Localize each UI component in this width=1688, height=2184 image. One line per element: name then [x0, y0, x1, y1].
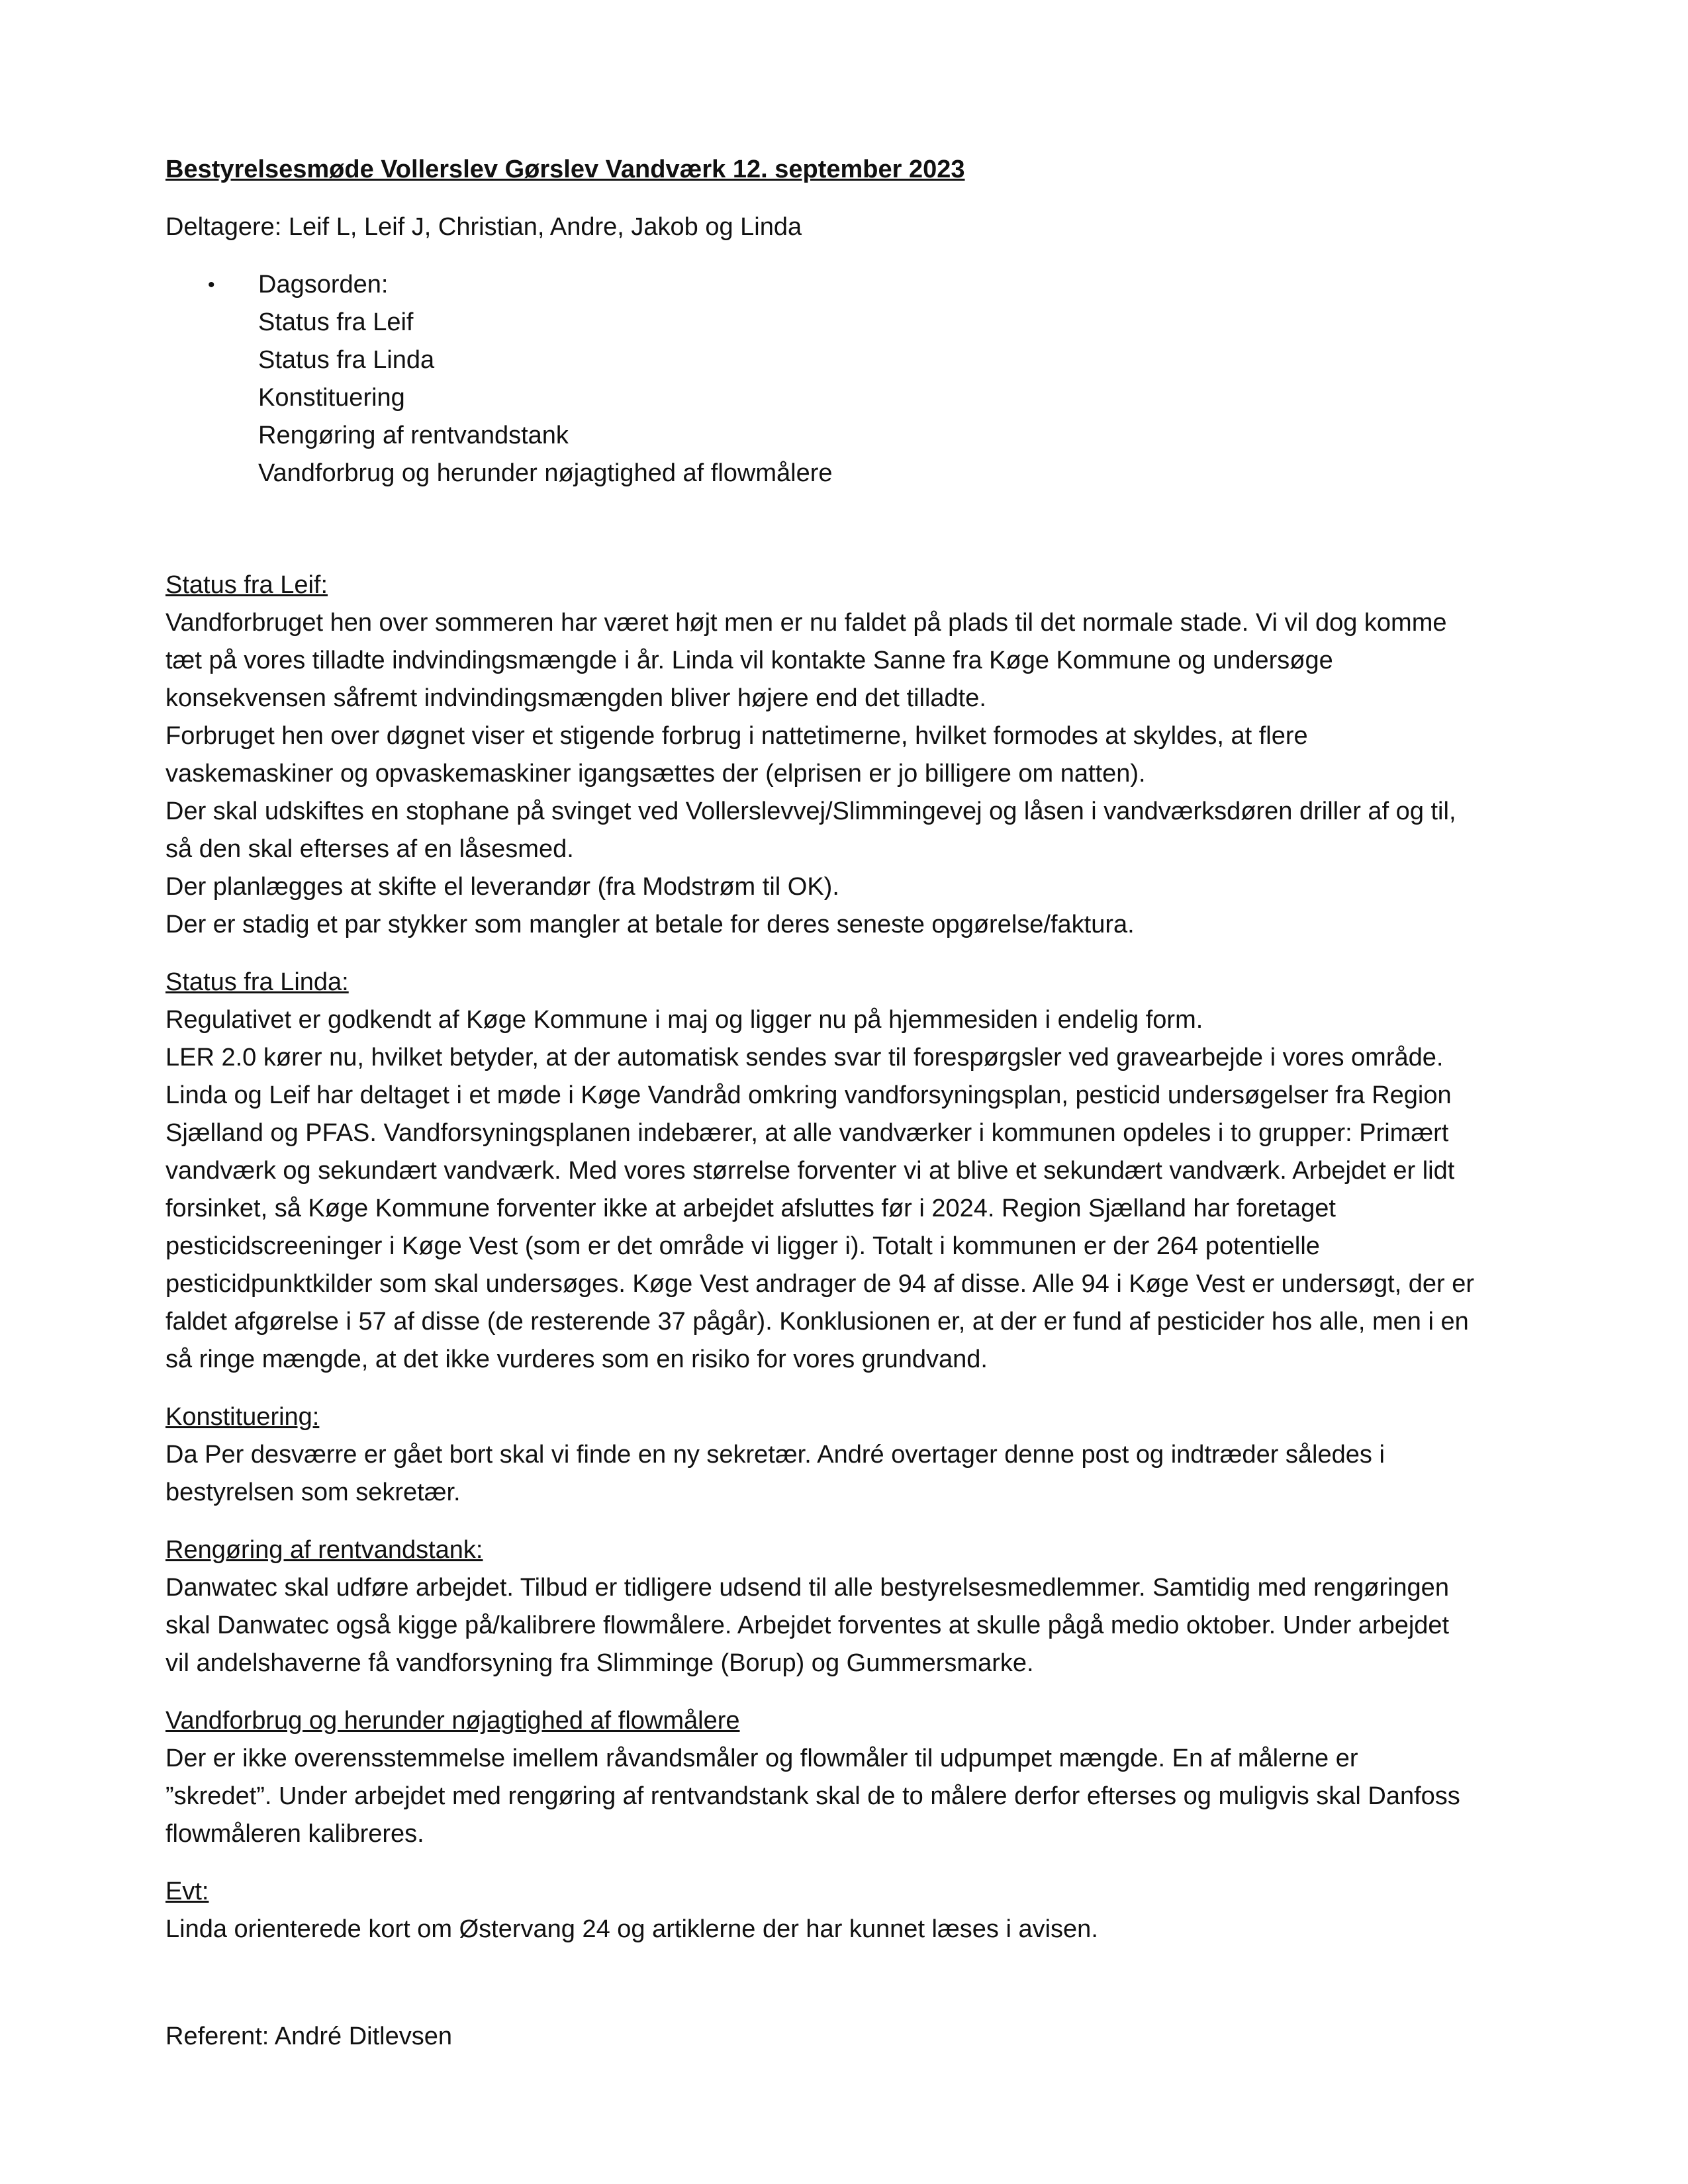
paragraph-line: vil andelshaverne få vandforsyning fra Slimminge (Borup) og Gummersmarke.	[165, 1649, 1034, 1677]
agenda-list	[165, 266, 1549, 492]
paragraph-line: faldet afgørelse i 57 af disse (de resterende 37 pågår). Konklusionen er, at der er fund af pesticider hos alle, men i en	[165, 1308, 1469, 1336]
document-title: Bestyrelsesmøde Vollerslev Gørslev Vandværk 12. september 2023	[165, 156, 965, 183]
spacer	[165, 492, 1549, 567]
agenda-heading: Dagsorden:	[258, 271, 389, 298]
paragraph-line: Der skal udskiftes en stophane på svinget ved Vollerslevvej/Slimmingevej og låsen i vandværksdøren driller af og til,	[165, 797, 1456, 825]
paragraph-line: skal Danwatec også kigge på/kalibrere flowmålere. Arbejdet forventes at skulle pågå medio oktober. Under arbejdet	[165, 1612, 1450, 1639]
agenda-item: Status fra Leif	[258, 308, 414, 336]
paragraph-line: Sjælland og PFAS. Vandforsyningsplanen indebærer, at alle vandværker i kommunen opdeles i to grupper: Primært	[165, 1119, 1449, 1147]
paragraph-line: Der planlægges at skifte el leverandør (fra Modstrøm til OK).	[165, 873, 839, 901]
paragraph-line: så den skal efterses af en låsesmed.	[165, 835, 574, 863]
paragraph-line: tæt på vores tilladte indvindingsmængde i år. Linda vil kontakte Sanne fra Køge Kommune og undersøge	[165, 647, 1333, 674]
agenda-item: Konstituering	[258, 384, 405, 412]
paragraph-line: Regulativet er godkendt af Køge Kommune i maj og ligger nu på hjemmesiden i endelig form.	[165, 1006, 1203, 1034]
paragraph-line: bestyrelsen som sekretær.	[165, 1479, 461, 1506]
section-heading: Status fra Linda:	[165, 968, 349, 996]
paragraph-line: Linda orienterede kort om Østervang 24 og artiklerne der har kunnet læses i avisen.	[165, 1915, 1098, 1943]
section-heading: Konstituering:	[165, 1403, 320, 1431]
agenda-item: Rengøring af rentvandstank	[258, 422, 569, 449]
paragraph-line: ”skredet”. Under arbejdet med rengøring af rentvandstank skal de to målere derfor efterses og muligvis skal Danfoss	[165, 1782, 1460, 1810]
section-evt	[165, 1873, 1549, 1948]
section-konstituering	[165, 1398, 1549, 1512]
paragraph-line: pesticidpunktkilder som skal undersøges. Køge Vest andrager de 94 af disse. Alle 94 i Køge Vest er undersøgt, der er	[165, 1270, 1475, 1298]
document-body	[165, 151, 1549, 1968]
section-status-leif	[165, 567, 1549, 944]
paragraph-line: Der er stadig et par stykker som mangler at betale for deres seneste opgørelse/faktura.	[165, 911, 1135, 938]
paragraph-line: Da Per desværre er gået bort skal vi finde en ny sekretær. André overtager denne post og indtræder således i	[165, 1441, 1385, 1469]
agenda-item: Vandforbrug og herunder nøjagtighed af flowmålere	[258, 459, 833, 487]
paragraph-line: vaskemaskiner og opvaskemaskiner igangsættes der (elprisen er jo billigere om natten).	[165, 760, 1146, 788]
section-vandforbrug	[165, 1702, 1549, 1853]
paragraph-line: Linda og Leif har deltaget i et møde i Køge Vandråd omkring vandforsyningsplan, pesticid undersøgelser fra Region	[165, 1081, 1452, 1109]
paragraph-line: Danwatec skal udføre arbejdet. Tilbud er tidligere udsend til alle bestyrelsesmedlemmer. Samtidig med rengøringen	[165, 1574, 1449, 1602]
section-heading: Vandforbrug og herunder nøjagtighed af flowmålere	[165, 1707, 740, 1735]
referent-line: Referent: André Ditlevsen	[165, 2023, 453, 2050]
paragraph-line: LER 2.0 kører nu, hvilket betyder, at der automatisk sendes svar til forespørgsler ved gravearbejde i vores område.	[165, 1044, 1444, 1071]
paragraph-line: vandværk og sekundært vandværk. Med vores størrelse forventer vi at blive et sekundært vandværk. Arbejdet er lidt	[165, 1157, 1455, 1185]
paragraph-line: konsekvensen såfremt indvindingsmængden bliver højere end det tilladte.	[165, 684, 986, 712]
paragraph-line: Vandforbruget hen over sommeren har været højt men er nu faldet på plads til det normale stade. Vi vil dog komme	[165, 609, 1447, 637]
participants-line: Deltagere: Leif L, Leif J, Christian, Andre, Jakob og Linda	[165, 213, 802, 241]
paragraph-line: forsinket, så Køge Kommune forventer ikke at arbejdet afsluttes før i 2024. Region Sjælland har foretaget	[165, 1195, 1336, 1222]
paragraph-line: flowmåleren kalibreres.	[165, 1820, 424, 1848]
agenda-item: Status fra Linda	[258, 346, 435, 374]
section-heading: Evt:	[165, 1878, 209, 1905]
section-heading: Rengøring af rentvandstank:	[165, 1536, 483, 1564]
section-heading: Status fra Leif:	[165, 571, 328, 599]
paragraph-line: Der er ikke overensstemmelse imellem råvandsmåler og flowmåler til udpumpet mængde. En af målerne er	[165, 1745, 1358, 1772]
paragraph-line: så ringe mængde, at det ikke vurderes som en risiko for vores grundvand.	[165, 1345, 988, 1373]
bullet-icon: •	[208, 274, 215, 296]
paragraph-line: Forbruget hen over døgnet viser et stigende forbrug i nattetimerne, hvilket formodes at skyldes, at flere	[165, 722, 1308, 750]
paragraph-line: pesticidscreeninger i Køge Vest (som er det område vi ligger i). Totalt i kommunen er der 264 potentielle	[165, 1232, 1320, 1260]
section-rengoring	[165, 1531, 1549, 1682]
section-status-linda	[165, 964, 1549, 1379]
